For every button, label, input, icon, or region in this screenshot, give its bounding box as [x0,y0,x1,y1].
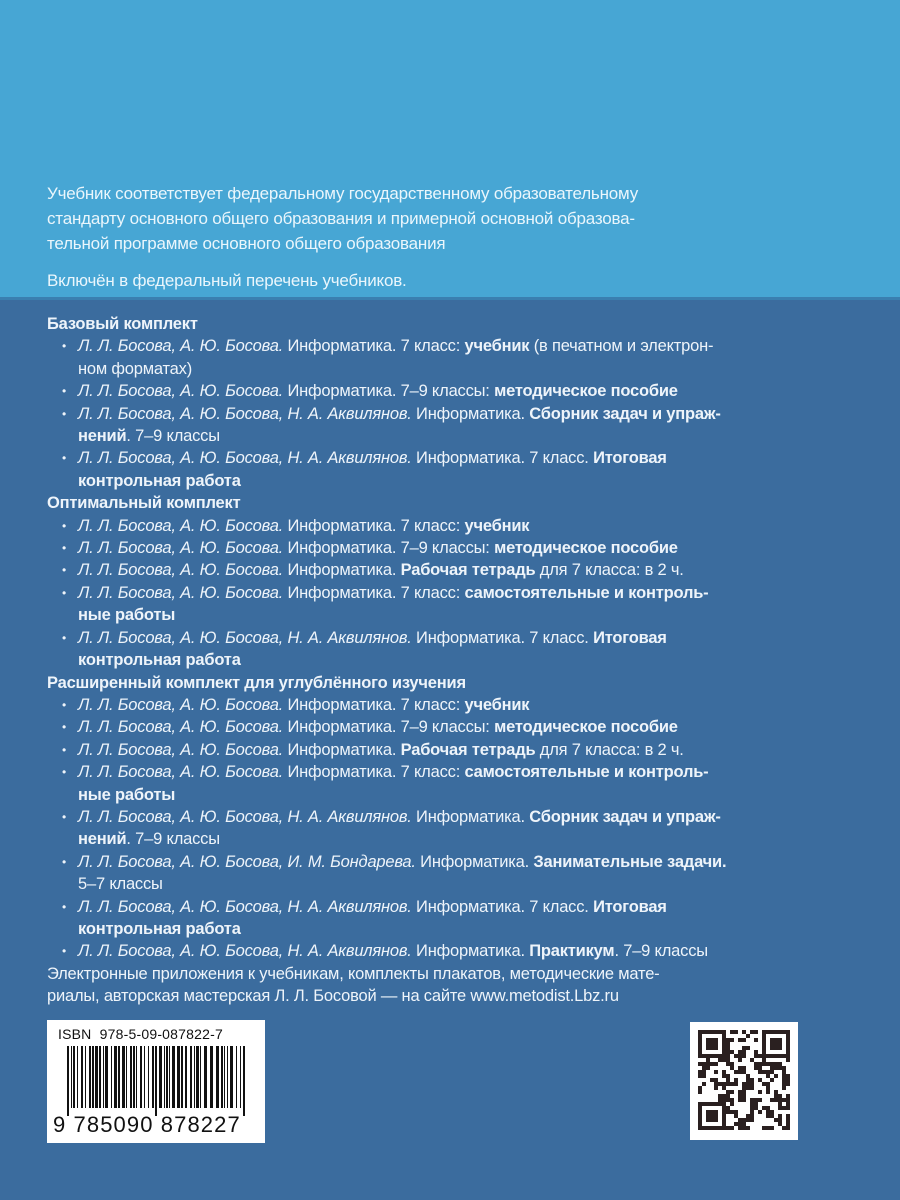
barcode-bar [81,1046,83,1108]
item-authors: Л. Л. Босова, А. Ю. Босова. [78,516,284,535]
list-item [47,627,847,672]
barcode-bar [166,1046,168,1108]
list-item [47,806,847,851]
barcode-bar [164,1046,165,1108]
item-text: Информатика. 7 класс: [283,516,465,535]
barcode-bar [236,1046,237,1108]
list-item [47,335,847,380]
barcode-bar [136,1046,137,1108]
item-title: Сборник задач и упраж- нений [78,404,721,446]
item-authors: Л. Л. Босова, А. Ю. Босова. [78,382,284,401]
list-item [47,739,847,761]
list-item [47,582,847,627]
barcode-bar [190,1046,192,1108]
isbn-label: ISBN [58,1026,92,1042]
barcode-bar [200,1046,201,1108]
barcode-bar [130,1046,132,1108]
intro-line: Учебник соответствует федеральному государственному образовательному [47,184,638,203]
barcode-bar [230,1046,233,1108]
item-text: Информатика. 7 класс: [283,763,465,782]
barcode-bar [99,1046,101,1108]
item-title: Итоговая контрольная работа [78,897,667,938]
item-authors: Л. Л. Босова, А. Ю. Босова. [78,583,284,602]
barcode-bar [196,1046,199,1108]
item-tail: . 7–9 классы [126,427,220,446]
barcode-bar [77,1046,78,1108]
barcode-bar [148,1046,149,1108]
electronic-resources-note: Электронные приложения к учебникам, комплекты плакатов, методические мате- риалы, авторская мастерская Л. Л. Босовой — на сайте www.metodist.Lbz.ru [47,964,660,1006]
item-authors: Л. Л. Босова, А. Ю. Босова. [78,718,284,737]
item-title: учебник [464,695,530,714]
barcode-bar [172,1046,175,1108]
barcode-bar [67,1046,69,1116]
barcode-bar [181,1046,183,1108]
barcode-bar [224,1046,225,1108]
item-tail: . 7–9 классы [126,830,220,849]
item-tail: для 7 класса: в 2 ч. [535,561,684,580]
item-title: Занимательные задачи. [533,852,727,871]
barcode-bar [114,1046,117,1108]
barcode-bar [155,1046,157,1116]
item-authors: Л. Л. Босова, А. Ю. Босова, Н. А. Аквилянов. [78,404,412,423]
barcode-bar [133,1046,135,1108]
list-item [47,851,847,896]
item-text: Информатика. 7 класс. [411,628,594,647]
barcode-bar [111,1046,112,1108]
item-title: самостоятельные и контроль- ные работы [78,583,709,625]
item-text: Информатика. [411,807,530,826]
barcode-bar [169,1046,170,1108]
barcode-bar [118,1046,120,1108]
item-tail: для 7 класса: в 2 ч. [535,740,684,759]
item-text: Информатика. [283,561,401,580]
barcode-bar [216,1046,219,1108]
item-text: Информатика. 7 класс: [283,583,465,602]
qr-code-pattern [698,1030,790,1132]
barcode-bar [126,1046,127,1108]
kit-heading: Оптимальный комплект [47,494,241,513]
item-title: Итоговая контрольная работа [78,449,667,490]
barcode-bar [122,1046,125,1108]
item-title: самостоятельные и контроль- ные работы [78,763,709,804]
barcode-bar [240,1046,241,1108]
list-item [47,515,847,537]
item-title: учебник [464,516,530,535]
list-item [47,694,847,716]
item-title: Сборник задач и упраж- нений [78,807,721,849]
barcode-bar [194,1046,195,1108]
standards-statement [47,181,827,293]
barcode-bar [105,1046,108,1108]
item-authors: Л. Л. Босова, А. Ю. Босова, Н. А. Аквилянов. [78,628,412,647]
list-item [47,716,847,738]
list-item [47,940,847,962]
kit-items [47,515,847,672]
intro-line: стандарту основного общего образования и примерной основной образова- [47,209,635,228]
item-tail: (в печатном и электрон- ном форматах) [78,337,714,378]
intro-line: тельной программе основного общего образования [47,234,446,253]
barcode-bars [59,1046,255,1116]
barcode-bar [103,1046,104,1108]
barcode-bar [210,1046,213,1108]
barcode-bar [204,1046,207,1108]
list-item [47,761,847,806]
isbn-number: 978-5-09-087822-7 [99,1026,223,1042]
item-authors: Л. Л. Босова, А. Ю. Босова. [78,740,284,759]
kit-heading: Базовый комплект [47,315,198,333]
barcode-bar [152,1046,154,1108]
item-authors: Л. Л. Босова, А. Ю. Босова. [78,337,284,356]
item-title: Практикум [529,942,615,961]
barcode-bar [85,1046,86,1108]
isbn-text [58,1026,223,1042]
barcode-bar [140,1046,142,1108]
item-authors: Л. Л. Босова, А. Ю. Босова, Н. А. Аквилянов. [78,942,412,961]
item-authors: Л. Л. Босова, А. Ю. Босова. [78,695,284,714]
kit-items [47,335,847,492]
item-title: методическое пособие [494,718,678,737]
item-authors: Л. Л. Босова, А. Ю. Босова, Н. А. Аквилянов. [78,897,412,916]
list-item [47,403,847,448]
isbn-barcode [47,1020,265,1143]
item-text: Информатика. 7 класс: [283,337,465,356]
item-title: методическое пособие [494,382,678,401]
item-tail: . 7–9 классы [614,942,708,961]
barcode-bar [89,1046,91,1108]
item-authors: Л. Л. Босова, А. Ю. Босова, Н. А. Аквилянов. [78,807,412,826]
item-text: Информатика. 7 класс. [411,897,594,916]
item-text: Информатика. [411,404,530,423]
kit-heading: Расширенный комплект для углублённого изучения [47,673,466,692]
barcode-bar [227,1046,228,1108]
barcode-bar [144,1046,145,1108]
barcode-bar [73,1046,75,1108]
list-item [47,559,847,581]
item-title: методическое пособие [494,539,678,558]
item-text: Информатика. [415,852,534,871]
item-authors: Л. Л. Босова, А. Ю. Босова, И. М. Бондарева. [78,852,416,871]
item-text: Информатика. [283,740,401,759]
item-text: Информатика. 7–9 классы: [283,718,495,737]
barcode-bar [177,1046,180,1108]
list-item [47,537,847,559]
book-kits-list [47,313,847,1008]
item-title: Рабочая тетрадь [400,561,536,580]
qr-code [690,1022,798,1140]
item-title: Рабочая тетрадь [400,740,536,759]
federal-list-note: Включён в федеральный перечень учебников. [47,271,407,290]
item-text: Информатика. 7–9 классы: [283,382,495,401]
item-authors: Л. Л. Босова, А. Ю. Босова, Н. А. Аквилянов. [78,449,412,468]
barcode-bar [92,1046,94,1108]
item-authors: Л. Л. Босова, А. Ю. Босова. [78,561,284,580]
barcode-bar [185,1046,187,1108]
item-text: Информатика. [411,942,530,961]
item-authors: Л. Л. Босова, А. Ю. Босова. [78,763,284,782]
ean-number: 9 785090 878227 [53,1112,241,1137]
item-text: Информатика. 7 класс. [411,449,594,468]
barcode-bar [95,1046,98,1108]
barcode-bar [221,1046,223,1108]
item-title: учебник [464,337,530,356]
list-item [47,447,847,492]
item-authors: Л. Л. Босова, А. Ю. Босова. [78,539,284,558]
item-text: Информатика. 7 класс: [283,695,465,714]
barcode-bar [159,1046,162,1108]
barcode-bar [71,1046,72,1108]
item-title: Итоговая контрольная работа [78,628,667,670]
barcode-bar [243,1046,245,1116]
list-item [47,380,847,402]
list-item [47,896,847,941]
kit-items [47,694,847,963]
item-text: Информатика. 7–9 классы: [283,539,495,558]
item-tail: 5–7 классы [78,875,163,894]
